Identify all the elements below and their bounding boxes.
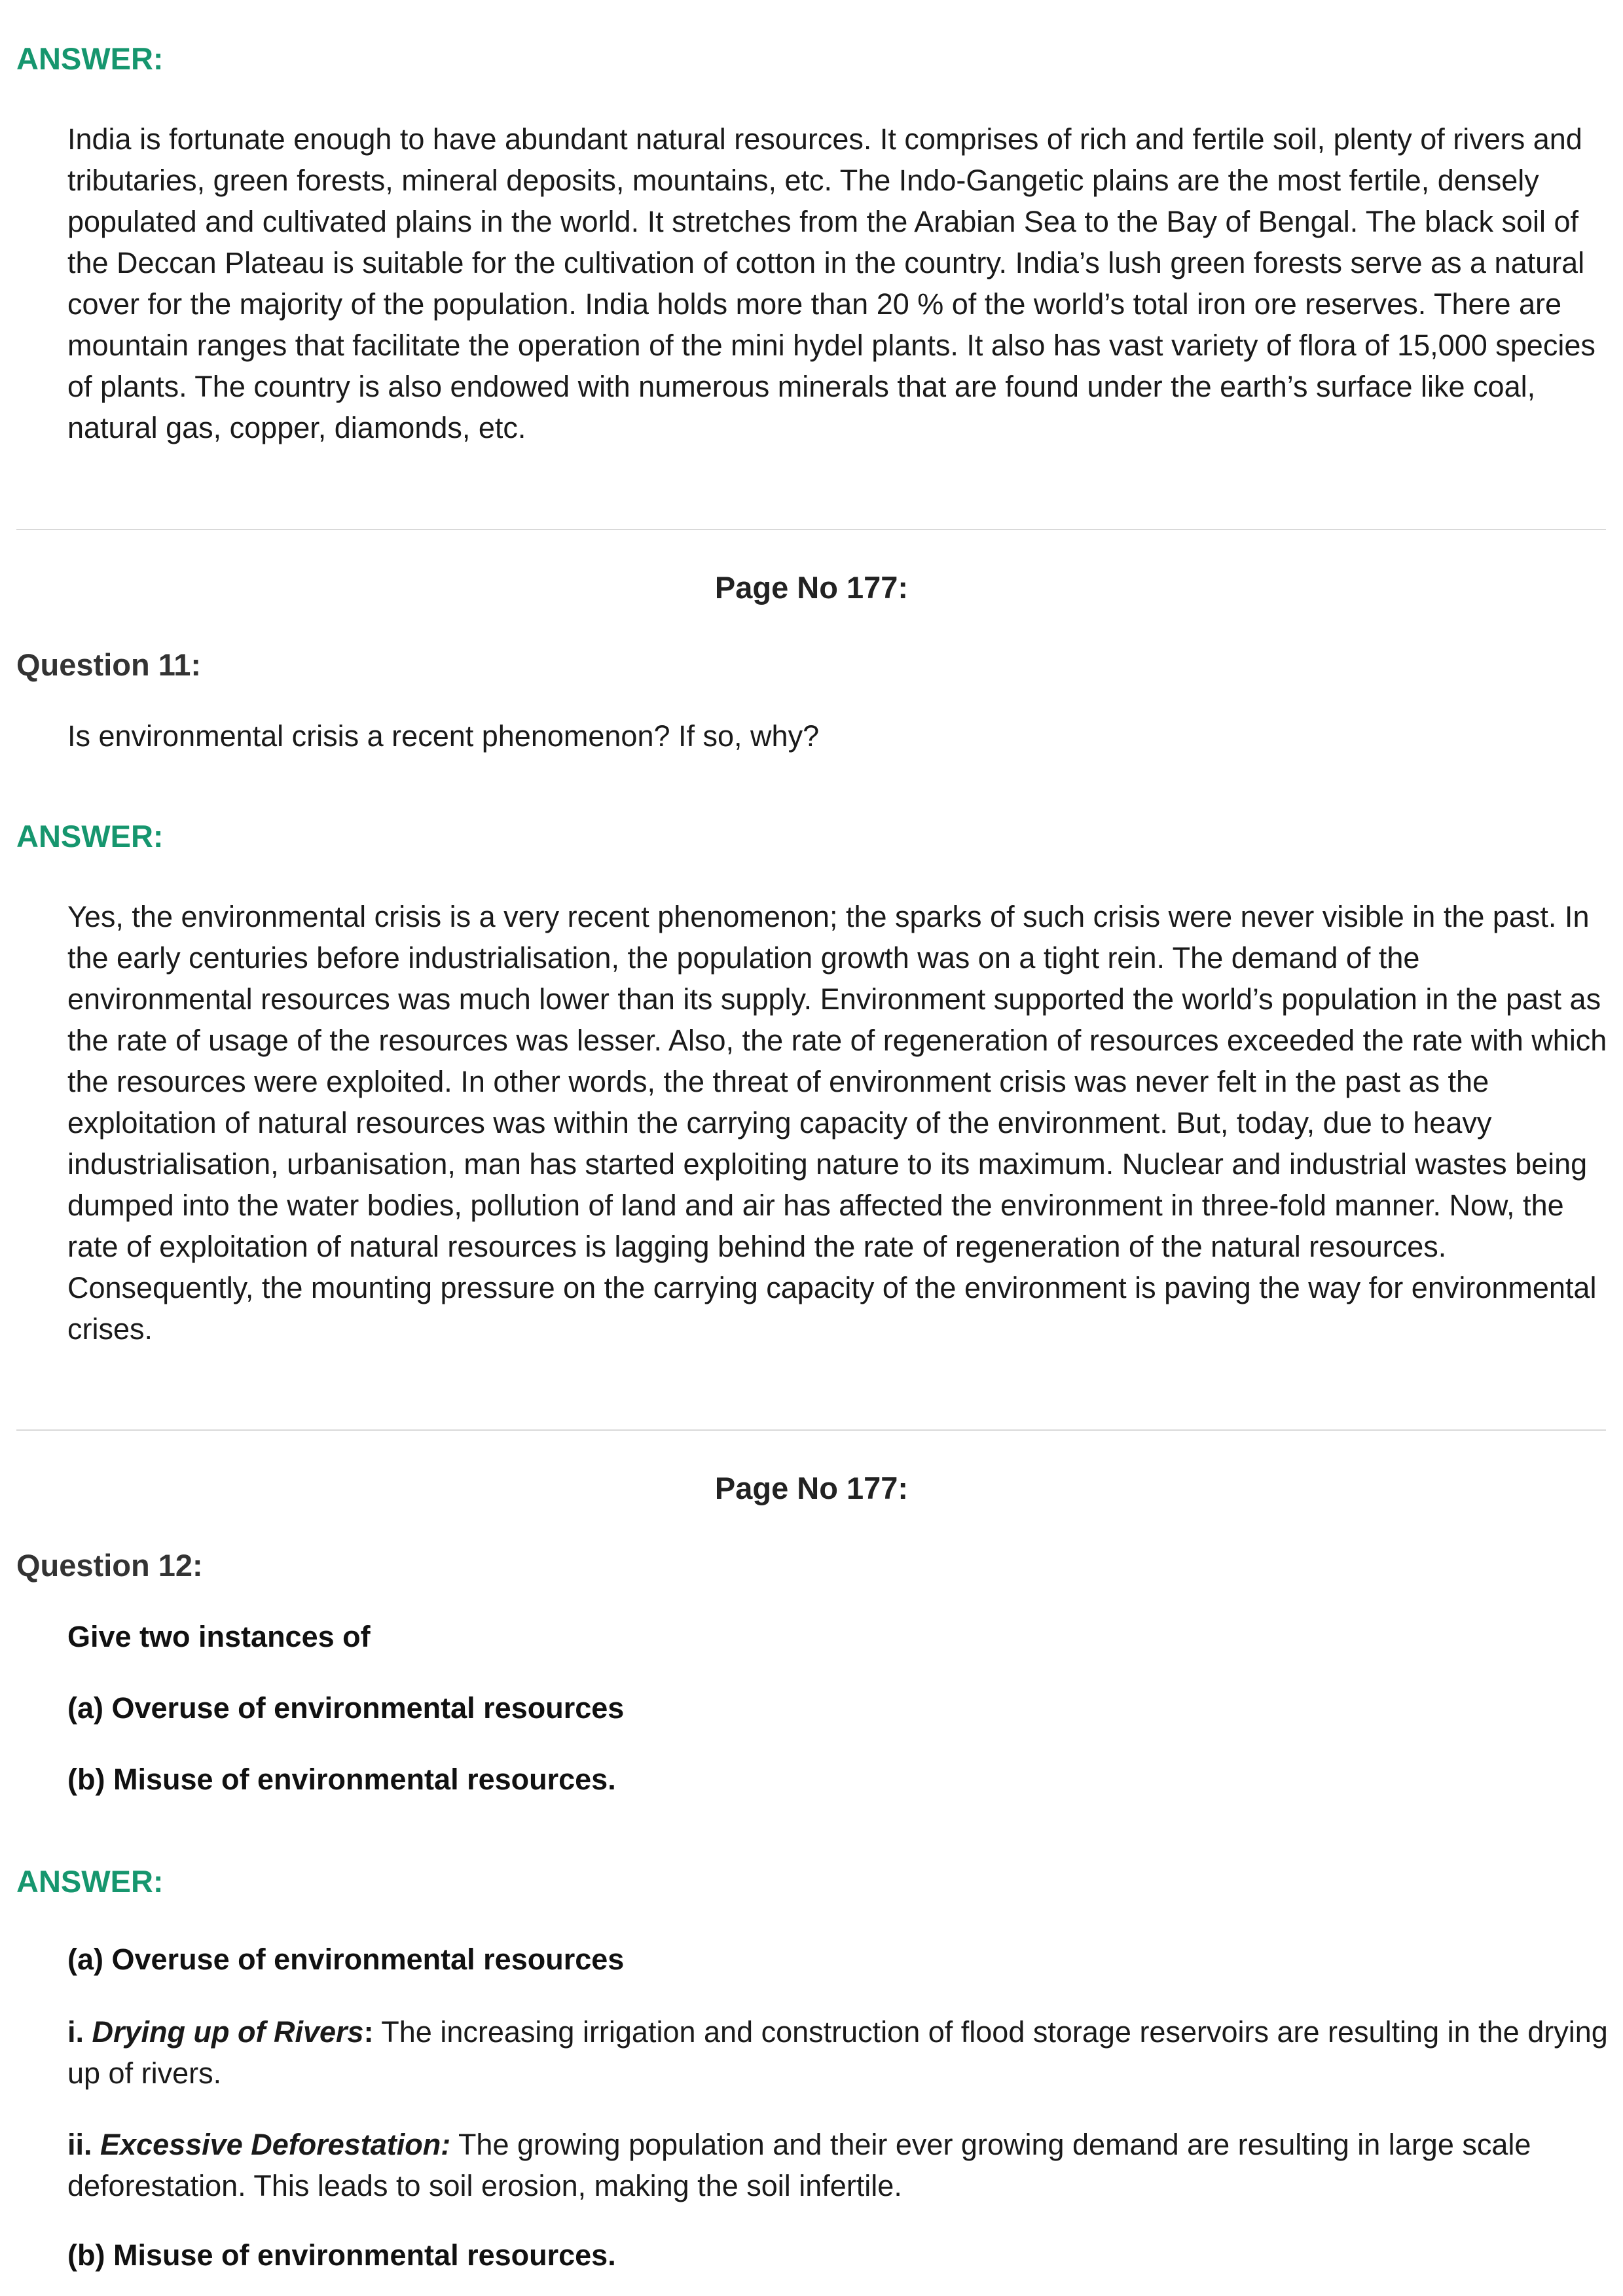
point-title: Drying up of Rivers bbox=[92, 2015, 364, 2049]
answer-subheading: (b) Misuse of environmental resources. bbox=[67, 2238, 616, 2272]
question-text: Is environmental crisis a recent phenomenon? If so, why? bbox=[67, 719, 820, 753]
point-colon: : bbox=[363, 2015, 374, 2049]
point-text: The increasing irrigation and construction of flood storage reservoirs are resulting in the drying up of rivers. bbox=[67, 2015, 1608, 2090]
answer-label: ANSWER: bbox=[16, 819, 164, 853]
point-text: The growing population and their ever growing demand are resulting in large scale deforestation. This leads to soil erosion, making the soil infertile. bbox=[67, 2128, 1531, 2202]
question-line: Give two instances of bbox=[67, 1620, 371, 1653]
point-title: Excessive Deforestation: bbox=[100, 2128, 451, 2161]
question-label: Question 11: bbox=[16, 647, 202, 682]
page-number-heading: Page No 177: bbox=[714, 570, 909, 605]
answer-point bbox=[67, 2124, 1613, 2206]
answer-subheading: (a) Overuse of environmental resources bbox=[67, 1943, 625, 1976]
question-label: Question 12: bbox=[16, 1548, 203, 1583]
section-divider bbox=[16, 1429, 1606, 1431]
answer-text: India is fortunate enough to have abundant natural resources. It comprises of rich and fertile soil, plenty of rivers and tributaries, green forests, mineral deposits, mountains, etc. The Indo-Gangetic plains are the most fertile, densely populated and cultivated plains in the world. It stretches from the Arabian Sea to the Bay of Bengal. The black soil of the Deccan Plateau is suitable for the cultivation of cotton in the country. India’s lush green forests serve as a natural cover for the majority of the population. India holds more than 20 % of the world’s total iron ore reserves. There are mountain ranges that facilitate the operation of the mini hydel plants. It also has vast variety of flora of 15,000 species of plants. The country is also endowed with numerous minerals that are found under the earth’s surface like coal, natural gas, copper, diamonds, etc. bbox=[67, 122, 1596, 444]
answer-label: ANSWER: bbox=[16, 41, 164, 76]
question-line: (b) Misuse of environmental resources. bbox=[67, 1763, 616, 1796]
answer-label: ANSWER: bbox=[16, 1864, 164, 1899]
answer-point bbox=[67, 2011, 1613, 2094]
point-number: ii. bbox=[67, 2128, 101, 2161]
answer-text: Yes, the environmental crisis is a very recent phenomenon; the sparks of such crisis were never visible in the past. In the early centuries before industrialisation, the population growth was on a tight rein. The demand of the environmental resources was much lower than its supply. Environment supported the world’s population in the past as the rate of usage of the resources was lesser. Also, the rate of regeneration of resources exceeded the rate with which the resources were exploited. In other words, the threat of environment crisis was never felt in the past as the exploitation of natural resources was within the carrying capacity of the environment. But, today, due to heavy industrialisation, urbanisation, man has started exploiting nature to its maximum. Nuclear and industrial wastes being dumped into the water bodies, pollution of land and air has affected the environment in three-fold manner. Now, the rate of exploitation of natural resources is lagging behind the rate of regeneration of the natural resources. Consequently, the mounting pressure on the carrying capacity of the environment is paving the way for environmental crises. bbox=[67, 900, 1607, 1346]
section-divider bbox=[16, 529, 1606, 530]
point-number: i. bbox=[67, 2015, 92, 2049]
question-line: (a) Overuse of environmental resources bbox=[67, 1691, 625, 1725]
page-number-heading: Page No 177: bbox=[714, 1471, 909, 1505]
